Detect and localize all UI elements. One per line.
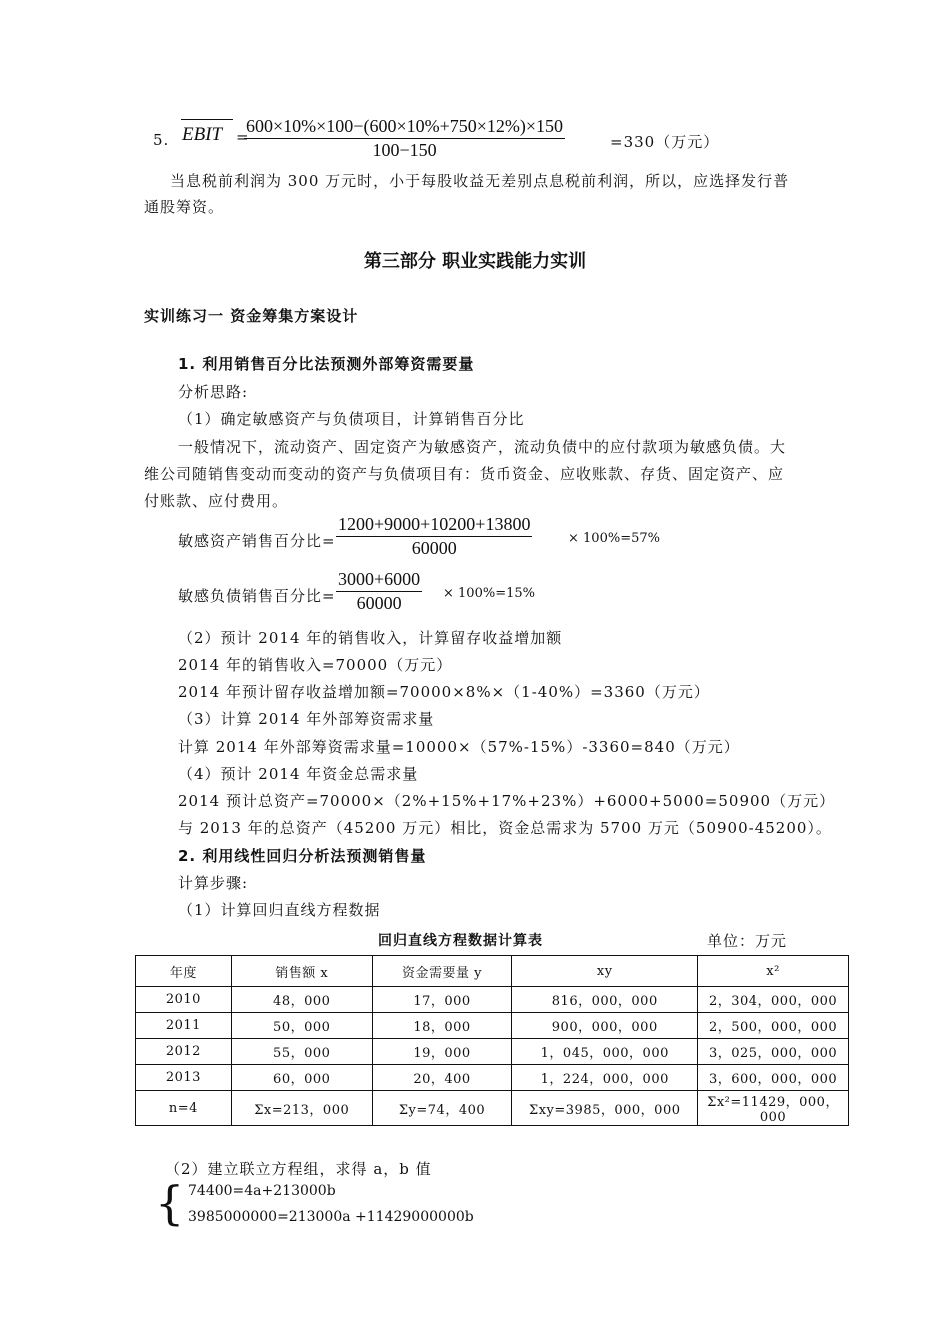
- item2-step2: （2）建立联立方程组，求得 a，b 值: [165, 1160, 432, 1178]
- liab-result: × 100%=15%: [443, 586, 535, 601]
- formula5-fraction: [244, 116, 565, 161]
- table-cell: 60，000: [231, 1065, 372, 1091]
- table-cell: 18，000: [372, 1013, 512, 1039]
- header-cell: 资金需要量 y: [372, 956, 512, 987]
- table-row: [136, 1039, 849, 1065]
- item1-para-line3: 付账款、应付费用。: [144, 492, 289, 510]
- table-cell: 50，000: [231, 1013, 372, 1039]
- table-title: 回归直线方程数据计算表: [378, 933, 543, 949]
- table-cell: 48，000: [231, 987, 372, 1013]
- item1-line: 2014 年预计留存收益增加额=70000×8%×（1-40%）=3360（万元）: [178, 683, 710, 701]
- item1-line: 与 2013 年的总资产（45200 万元）相比，资金总需求为 5700 万元（50900-45200）。: [178, 819, 832, 837]
- formula5-numerator: 600×10%×100−(600×10%+750×12%)×150: [246, 116, 564, 136]
- table-cell: 2012: [136, 1039, 232, 1065]
- formula5-result: =330（万元）: [610, 133, 720, 151]
- item1-step1: （1）确定敏感资产与负债项目，计算销售百分比: [178, 410, 525, 428]
- table-cell: 2010: [136, 987, 232, 1013]
- item2-title: 2. 利用线性回归分析法预测销售量: [178, 847, 427, 865]
- asset-fraction: [336, 514, 532, 559]
- table-unit: 单位：万元: [707, 932, 788, 950]
- item1-line: 2014 年的销售收入=70000（万元）: [178, 656, 453, 674]
- table-cell: Σxy=3985，000，000: [512, 1091, 698, 1126]
- asset-label: 敏感资产销售百分比=: [178, 532, 336, 550]
- table-row: [136, 1013, 849, 1039]
- table-cell: 3，025，000，000: [698, 1039, 849, 1065]
- table-cell: 2，500，000，000: [698, 1013, 849, 1039]
- liab-denominator: 60000: [356, 593, 402, 613]
- table-cell: 20，400: [372, 1065, 512, 1091]
- table-row: [136, 987, 849, 1013]
- asset-denominator: 60000: [411, 538, 457, 558]
- table-cell: 19，000: [372, 1039, 512, 1065]
- item2-step1: （1）计算回归直线方程数据: [178, 901, 381, 919]
- liab-numerator: 3000+6000: [338, 569, 421, 589]
- item1-line: （3）计算 2014 年外部筹资需求量: [178, 710, 435, 728]
- fraction-bar: [336, 591, 422, 592]
- table-sum-row: [136, 1091, 849, 1126]
- table-cell: Σy=74，400: [372, 1091, 512, 1126]
- equation-1: 74400=4a+213000b: [188, 1183, 336, 1199]
- header-cell: 年度: [136, 956, 232, 987]
- formula5-denominator: 100−150: [372, 140, 437, 160]
- table-cell: 3，600，000，000: [698, 1065, 849, 1091]
- table-cell: 900，000，000: [512, 1013, 698, 1039]
- table-cell: 816，000，000: [512, 987, 698, 1013]
- section-title: 实训练习一 资金筹集方案设计: [144, 307, 359, 325]
- table-cell: 2，304，000，000: [698, 987, 849, 1013]
- item1-line: （2）预计 2014 年的销售收入，计算留存收益增加额: [178, 629, 563, 647]
- analysis-label: 分析思路:: [178, 383, 249, 401]
- table-cell: n=4: [136, 1091, 232, 1126]
- header-cell: xy: [512, 956, 698, 987]
- fraction-bar: [244, 138, 565, 139]
- asset-result: × 100%=57%: [568, 531, 660, 546]
- para5-line1: 当息税前利润为 300 万元时，小于每股收益无差别点息税前利润，所以，应选择发行普: [170, 172, 790, 190]
- asset-numerator: 1200+9000+10200+13800: [338, 514, 531, 534]
- table-cell: 1，224，000，000: [512, 1065, 698, 1091]
- table-cell: 1，045，000，000: [512, 1039, 698, 1065]
- table-cell: 2013: [136, 1065, 232, 1091]
- item1-line: 2014 预计总资产=70000×（2%+15%+17%+23%）+6000+5000=50900（万元）: [178, 792, 836, 810]
- header-cell: 销售额 x: [231, 956, 372, 987]
- equals-sign: =: [236, 128, 249, 146]
- ebit-overline: [181, 119, 233, 120]
- ebit-symbol: EBIT: [182, 124, 223, 145]
- table-cell: 17，000: [372, 987, 512, 1013]
- para5-line2: 通股筹资。: [144, 198, 225, 216]
- item1-line: 计算 2014 年外部筹资需求量=10000×（57%-15%）-3360=840（万元）: [178, 738, 740, 756]
- equation-2: 3985000000=213000a +11429000000b: [188, 1209, 474, 1225]
- left-brace-icon: {: [155, 1176, 185, 1230]
- table-row: [136, 1065, 849, 1091]
- item1-title: 1. 利用销售百分比法预测外部筹资需要量: [178, 355, 475, 373]
- regression-table: [135, 955, 849, 1126]
- part-title: 第三部分 职业实践能力实训: [363, 251, 587, 272]
- item1-para-line2: 维公司随销售变动而变动的资产与负债项目有：货币资金、应收账款、存货、固定资产、应: [144, 465, 785, 483]
- liab-fraction: [336, 569, 422, 614]
- table-header-row: [136, 956, 849, 987]
- item1-para-line1: 一般情况下，流动资产、固定资产为敏感资产，流动负债中的应付款项为敏感负债。大: [178, 438, 787, 456]
- fraction-bar: [336, 536, 532, 537]
- header-cell: x²: [698, 956, 849, 987]
- table-cell: 55，000: [231, 1039, 372, 1065]
- formula-number: 5.: [153, 131, 170, 149]
- table-cell: 2011: [136, 1013, 232, 1039]
- steps-label: 计算步骤:: [178, 874, 249, 892]
- liab-label: 敏感负债销售百分比=: [178, 587, 336, 605]
- table-cell: Σx=213，000: [231, 1091, 372, 1126]
- table-cell: Σx²=11429，000，000: [698, 1091, 849, 1126]
- item1-line: （4）预计 2014 年资金总需求量: [178, 765, 419, 783]
